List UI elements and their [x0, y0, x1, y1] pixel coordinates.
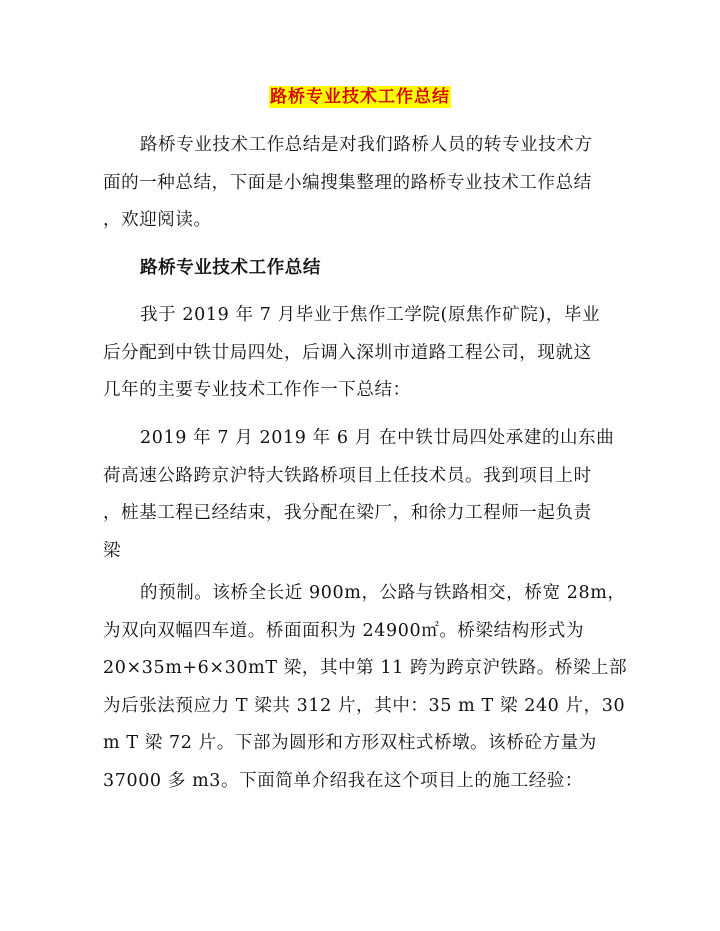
paragraph-line: 2019 年 7 月 2019 年 6 月 在中铁廿局四处承建的山东曲 [140, 428, 615, 448]
paragraph-line: 荷高速公路跨京沪特大铁路桥项目上任技术员。我到项目上时 [103, 465, 592, 486]
intro-paragraph [103, 127, 623, 240]
paragraph-line: 梁 [103, 540, 122, 561]
paragraph-line: m T 梁 72 片。下部为圆形和方形双柱式桥墩。该桥砼方量为 [103, 733, 597, 753]
paragraph-line: 几年的主要专业技术工作作一下总结： [103, 380, 411, 400]
intro-line: 面的一种总结，下面是小编搜集整理的路桥专业技术工作总结 [103, 172, 592, 193]
document-title: 路桥专业技术工作总结 [270, 87, 450, 107]
paragraph-line: ，桩基工程已经结束，我分配在梁厂，和徐力工程师一起负责 [103, 503, 592, 523]
title-container [0, 86, 720, 108]
paragraph-line: 的预制。该桥全长近 900m，公路与铁路相交，桥宽 28m， [140, 583, 626, 603]
paragraph-line: 20×35m+6×30mT 梁，其中第 11 跨为跨京沪铁路。桥梁上部 [103, 658, 628, 678]
section-subheading: 路桥专业技术工作总结 [140, 258, 321, 278]
paragraph-line: 我于 2019 年 7 月毕业于焦作工学院(原焦作矿院)，毕业 [140, 305, 601, 325]
intro-line: 路桥专业技术工作总结是对我们路桥人员的转专业技术方 [140, 135, 593, 155]
paragraph-line: 为双向双幅四车道。桥面面积为 24900㎡。桥梁结构形式为 [103, 620, 585, 641]
paragraph-line: 为后张法预应力 T 梁共 312 片，其中：35 m T 梁 240 片，30 [103, 695, 626, 716]
paragraph-bridge-details [103, 575, 628, 800]
intro-line: ，欢迎阅读。 [103, 210, 212, 230]
paragraph-line: 后分配到中铁廿局四处，后调入深圳市道路工程公司，现就这 [103, 342, 592, 363]
paragraph-education [103, 297, 623, 410]
paragraph-line: 37000 多 m3。下面简单介绍我在这个项目上的施工经验： [103, 770, 584, 791]
paragraph-project [103, 420, 623, 570]
